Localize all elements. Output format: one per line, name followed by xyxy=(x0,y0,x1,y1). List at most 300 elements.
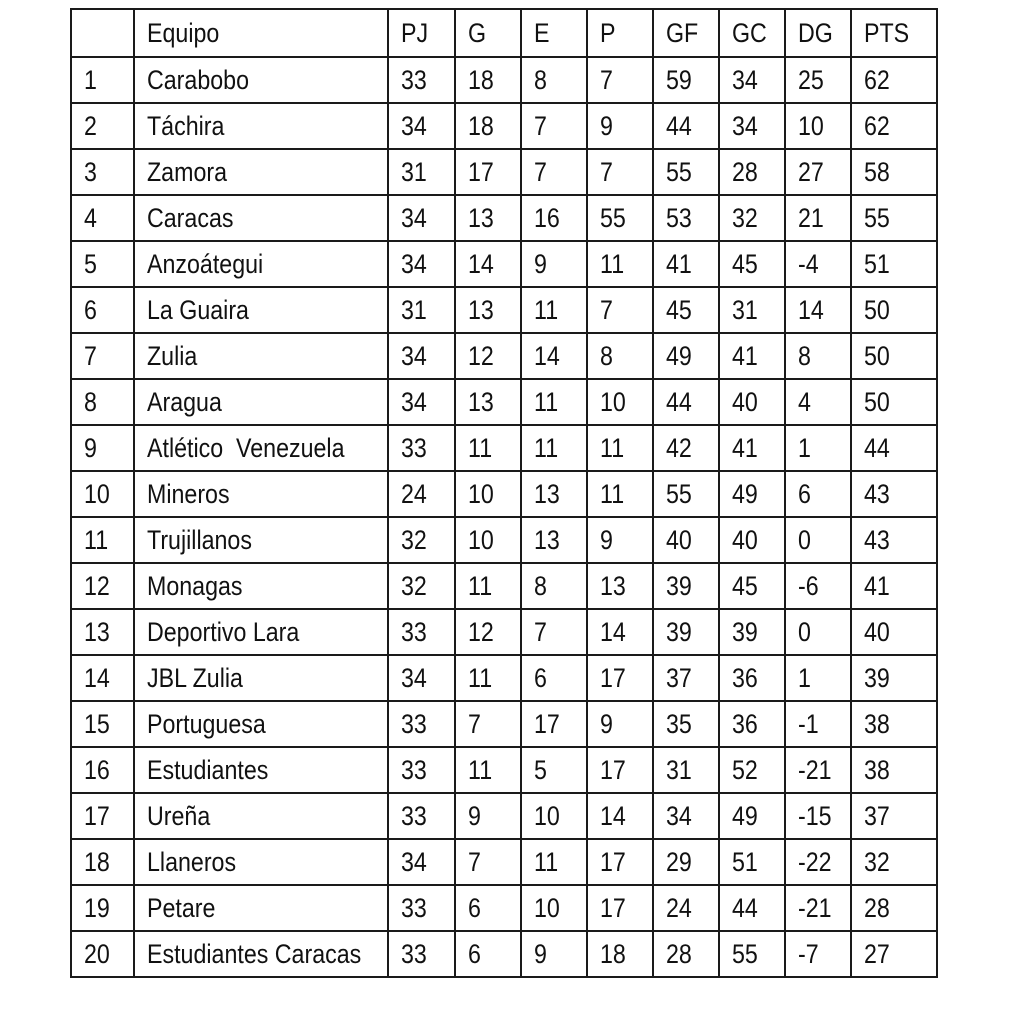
cell-value: 33 xyxy=(401,938,428,969)
cell-value: 11 xyxy=(84,524,109,555)
cell-team xyxy=(134,471,388,517)
cell-points xyxy=(851,885,937,931)
cell-points xyxy=(851,747,937,793)
cell-value: 11 xyxy=(533,432,558,463)
cell-team xyxy=(134,885,388,931)
cell-value: -1 xyxy=(798,708,819,739)
cell-value: 13 xyxy=(467,294,494,325)
cell-won xyxy=(455,103,521,149)
cell-value: 34 xyxy=(401,662,428,693)
cell-points xyxy=(851,149,937,195)
cell-goal-difference xyxy=(785,103,851,149)
cell-value: 1 xyxy=(84,64,97,95)
cell-value: 59 xyxy=(666,64,692,95)
cell-goals-for xyxy=(653,57,719,103)
cell-value: La Guaira xyxy=(147,294,250,325)
cell-lost xyxy=(587,747,653,793)
cell-value: 13 xyxy=(84,616,110,647)
column-header-drawn xyxy=(521,9,587,57)
table-row xyxy=(71,839,937,885)
cell-drawn xyxy=(521,747,587,793)
cell-value: 9 xyxy=(599,524,613,555)
cell-value: -22 xyxy=(798,846,832,877)
cell-value: 3 xyxy=(84,156,97,187)
cell-goal-difference xyxy=(785,57,851,103)
column-header-label: E xyxy=(533,17,550,48)
column-header-label: Equipo xyxy=(147,17,220,48)
cell-value: 13 xyxy=(599,570,626,601)
cell-goals-against xyxy=(719,885,785,931)
cell-value: 11 xyxy=(467,570,492,601)
cell-won xyxy=(455,885,521,931)
cell-value: 40 xyxy=(732,386,759,417)
cell-value: 49 xyxy=(732,478,759,509)
cell-drawn xyxy=(521,517,587,563)
cell-points xyxy=(851,241,937,287)
cell-points xyxy=(851,655,937,701)
cell-lost xyxy=(587,333,653,379)
cell-value: 24 xyxy=(401,478,428,509)
cell-lost xyxy=(587,609,653,655)
table-row xyxy=(71,241,937,287)
cell-value: 34 xyxy=(401,846,428,877)
cell-value: JBL Zulia xyxy=(147,662,244,693)
cell-value: 32 xyxy=(864,846,891,877)
cell-value: 34 xyxy=(401,110,428,141)
cell-position xyxy=(71,241,134,287)
cell-value: 34 xyxy=(401,340,428,371)
cell-goals-against xyxy=(719,379,785,425)
cell-goal-difference xyxy=(785,333,851,379)
cell-value: 10 xyxy=(599,386,626,417)
cell-value: Portuguesa xyxy=(147,708,266,739)
cell-goals-against xyxy=(719,471,785,517)
cell-value: 1 xyxy=(798,432,812,463)
cell-value: 41 xyxy=(732,432,759,463)
cell-value: 55 xyxy=(732,938,759,969)
cell-goal-difference xyxy=(785,793,851,839)
cell-goals-against xyxy=(719,793,785,839)
table-row xyxy=(71,57,937,103)
cell-value: 12 xyxy=(84,570,110,601)
cell-points xyxy=(851,195,937,241)
cell-value: 8 xyxy=(533,570,547,601)
cell-value: 44 xyxy=(864,432,891,463)
cell-value: Mineros xyxy=(147,478,230,509)
cell-team xyxy=(134,241,388,287)
column-header-goals-against xyxy=(719,9,785,57)
cell-value: 32 xyxy=(401,570,428,601)
cell-goal-difference xyxy=(785,839,851,885)
cell-value: 10 xyxy=(467,524,494,555)
cell-value: -21 xyxy=(798,754,832,785)
cell-goal-difference xyxy=(785,241,851,287)
cell-value: 9 xyxy=(533,938,547,969)
cell-played xyxy=(388,57,454,103)
cell-value: 7 xyxy=(533,156,547,187)
cell-value: Carabobo xyxy=(147,64,250,95)
cell-goal-difference xyxy=(785,885,851,931)
cell-value: 13 xyxy=(467,386,494,417)
cell-value: Caracas xyxy=(147,202,234,233)
table-row xyxy=(71,287,937,333)
cell-won xyxy=(455,287,521,333)
cell-value: Atlético Venezuela xyxy=(147,432,345,463)
cell-position xyxy=(71,333,134,379)
cell-value: 31 xyxy=(401,156,428,187)
cell-points xyxy=(851,609,937,655)
cell-played xyxy=(388,655,454,701)
cell-value: 8 xyxy=(84,386,97,417)
cell-value: 17 xyxy=(467,156,494,187)
cell-value: 18 xyxy=(467,110,494,141)
cell-team xyxy=(134,195,388,241)
cell-goal-difference xyxy=(785,931,851,977)
cell-value: 52 xyxy=(732,754,759,785)
column-header-label: DG xyxy=(798,17,834,48)
cell-position xyxy=(71,149,134,195)
cell-played xyxy=(388,241,454,287)
cell-goal-difference xyxy=(785,149,851,195)
cell-value: 14 xyxy=(467,248,494,279)
cell-value: 58 xyxy=(864,156,891,187)
header-row xyxy=(71,9,937,57)
cell-goal-difference xyxy=(785,747,851,793)
cell-value: 20 xyxy=(84,938,110,969)
cell-position xyxy=(71,609,134,655)
cell-points xyxy=(851,517,937,563)
cell-team xyxy=(134,149,388,195)
cell-goal-difference xyxy=(785,425,851,471)
cell-value: 14 xyxy=(599,800,626,831)
cell-value: 17 xyxy=(84,800,110,831)
cell-value: 8 xyxy=(533,64,547,95)
cell-team xyxy=(134,57,388,103)
cell-value: 34 xyxy=(401,386,428,417)
cell-goals-against xyxy=(719,517,785,563)
cell-value: 28 xyxy=(732,156,759,187)
cell-goals-for xyxy=(653,241,719,287)
cell-played xyxy=(388,195,454,241)
cell-drawn xyxy=(521,793,587,839)
cell-played xyxy=(388,471,454,517)
cell-value: 51 xyxy=(732,846,759,877)
cell-won xyxy=(455,701,521,747)
cell-goals-for xyxy=(653,471,719,517)
cell-goal-difference xyxy=(785,195,851,241)
cell-won xyxy=(455,517,521,563)
cell-played xyxy=(388,793,454,839)
cell-value: 14 xyxy=(533,340,560,371)
cell-lost xyxy=(587,379,653,425)
cell-played xyxy=(388,609,454,655)
cell-goals-against xyxy=(719,839,785,885)
table-row xyxy=(71,195,937,241)
cell-value: -6 xyxy=(798,570,819,601)
cell-value: Estudiantes Caracas xyxy=(147,938,362,969)
cell-value: 14 xyxy=(599,616,626,647)
cell-value: 13 xyxy=(533,478,560,509)
cell-value: -7 xyxy=(798,938,819,969)
cell-value: 32 xyxy=(732,202,759,233)
cell-team xyxy=(134,425,388,471)
cell-value: 37 xyxy=(864,800,891,831)
cell-goal-difference xyxy=(785,517,851,563)
cell-team xyxy=(134,379,388,425)
cell-value: 17 xyxy=(599,892,626,923)
cell-value: 62 xyxy=(864,110,891,141)
cell-goals-for xyxy=(653,885,719,931)
cell-value: 38 xyxy=(864,754,891,785)
column-header-label: GF xyxy=(666,17,699,48)
cell-value: -4 xyxy=(798,248,819,279)
cell-value: 50 xyxy=(864,386,891,417)
cell-value: 28 xyxy=(666,938,692,969)
cell-team xyxy=(134,287,388,333)
cell-played xyxy=(388,563,454,609)
column-header-label: PTS xyxy=(864,17,910,48)
cell-value: 49 xyxy=(666,340,692,371)
cell-value: 55 xyxy=(599,202,626,233)
cell-value: 39 xyxy=(666,616,692,647)
cell-value: 0 xyxy=(798,524,812,555)
table-row xyxy=(71,333,937,379)
cell-won xyxy=(455,793,521,839)
cell-team xyxy=(134,609,388,655)
cell-goals-for xyxy=(653,701,719,747)
cell-position xyxy=(71,57,134,103)
cell-lost xyxy=(587,425,653,471)
cell-value: 14 xyxy=(84,662,110,693)
table-row xyxy=(71,747,937,793)
cell-goals-for xyxy=(653,149,719,195)
cell-value: 17 xyxy=(599,846,626,877)
table-row xyxy=(71,655,937,701)
cell-value: 19 xyxy=(84,892,110,923)
cell-value: 4 xyxy=(798,386,812,417)
cell-goals-against xyxy=(719,747,785,793)
cell-value: 10 xyxy=(467,478,494,509)
cell-goals-for xyxy=(653,839,719,885)
cell-value: 11 xyxy=(533,846,558,877)
cell-goal-difference xyxy=(785,379,851,425)
cell-value: 34 xyxy=(401,202,428,233)
cell-drawn xyxy=(521,103,587,149)
cell-value: 28 xyxy=(864,892,891,923)
cell-played xyxy=(388,885,454,931)
column-header-team xyxy=(134,9,388,57)
cell-goal-difference xyxy=(785,609,851,655)
cell-value: 10 xyxy=(533,800,560,831)
cell-position xyxy=(71,471,134,517)
cell-value: Deportivo Lara xyxy=(147,616,300,647)
cell-goal-difference xyxy=(785,563,851,609)
cell-value: 11 xyxy=(599,248,625,279)
cell-value: 9 xyxy=(84,432,97,463)
cell-value: 53 xyxy=(666,202,692,233)
cell-drawn xyxy=(521,149,587,195)
cell-value: 6 xyxy=(467,892,481,923)
cell-value: 16 xyxy=(84,754,110,785)
cell-value: 11 xyxy=(599,432,625,463)
cell-goals-against xyxy=(719,609,785,655)
cell-value: 6 xyxy=(467,938,481,969)
cell-value: Zulia xyxy=(147,340,198,371)
cell-value: 6 xyxy=(798,478,812,509)
cell-position xyxy=(71,517,134,563)
cell-value: 7 xyxy=(599,64,613,95)
cell-value: 17 xyxy=(599,754,626,785)
cell-points xyxy=(851,471,937,517)
table-row xyxy=(71,793,937,839)
table-row xyxy=(71,425,937,471)
cell-lost xyxy=(587,931,653,977)
cell-position xyxy=(71,931,134,977)
cell-lost xyxy=(587,655,653,701)
cell-goals-against xyxy=(719,57,785,103)
cell-position xyxy=(71,701,134,747)
cell-value: 18 xyxy=(84,846,110,877)
cell-value: 0 xyxy=(798,616,812,647)
cell-points xyxy=(851,57,937,103)
cell-goals-against xyxy=(719,149,785,195)
cell-played xyxy=(388,839,454,885)
cell-value: 27 xyxy=(798,156,825,187)
cell-drawn xyxy=(521,655,587,701)
cell-lost xyxy=(587,839,653,885)
cell-value: 50 xyxy=(864,294,891,325)
cell-value: 13 xyxy=(467,202,494,233)
cell-value: 14 xyxy=(798,294,825,325)
cell-drawn xyxy=(521,839,587,885)
cell-position xyxy=(71,103,134,149)
cell-won xyxy=(455,471,521,517)
cell-value: 2 xyxy=(84,110,97,141)
cell-won xyxy=(455,931,521,977)
cell-played xyxy=(388,517,454,563)
cell-played xyxy=(388,425,454,471)
cell-lost xyxy=(587,57,653,103)
cell-value: 40 xyxy=(666,524,692,555)
table-row xyxy=(71,609,937,655)
cell-value: 34 xyxy=(401,248,428,279)
cell-value: 11 xyxy=(467,432,492,463)
table-row xyxy=(71,149,937,195)
cell-goals-for xyxy=(653,287,719,333)
cell-value: 24 xyxy=(666,892,692,923)
cell-goals-against xyxy=(719,195,785,241)
cell-goals-for xyxy=(653,517,719,563)
cell-goals-against xyxy=(719,563,785,609)
cell-goals-for xyxy=(653,425,719,471)
cell-lost xyxy=(587,471,653,517)
cell-team xyxy=(134,793,388,839)
column-header-goals-for xyxy=(653,9,719,57)
cell-value: 5 xyxy=(533,754,547,785)
cell-value: 5 xyxy=(84,248,97,279)
cell-won xyxy=(455,379,521,425)
table-row xyxy=(71,103,937,149)
cell-drawn xyxy=(521,333,587,379)
cell-value: Estudiantes xyxy=(147,754,269,785)
cell-value: 45 xyxy=(732,570,759,601)
cell-value: 33 xyxy=(401,800,428,831)
cell-goals-for xyxy=(653,379,719,425)
cell-value: 51 xyxy=(864,248,891,279)
cell-value: 1 xyxy=(798,662,812,693)
cell-value: 10 xyxy=(533,892,560,923)
cell-lost xyxy=(587,517,653,563)
cell-position xyxy=(71,839,134,885)
cell-value: 33 xyxy=(401,64,428,95)
cell-played xyxy=(388,103,454,149)
cell-value: 13 xyxy=(533,524,560,555)
table-row xyxy=(71,563,937,609)
cell-value: 44 xyxy=(666,110,692,141)
cell-points xyxy=(851,563,937,609)
cell-goal-difference xyxy=(785,655,851,701)
cell-value: 44 xyxy=(666,386,692,417)
cell-lost xyxy=(587,563,653,609)
cell-value: 11 xyxy=(533,386,558,417)
cell-value: 41 xyxy=(732,340,759,371)
cell-value: 55 xyxy=(666,478,692,509)
cell-won xyxy=(455,195,521,241)
cell-value: Anzoátegui xyxy=(147,248,264,279)
cell-points xyxy=(851,287,937,333)
cell-value: -15 xyxy=(798,800,832,831)
cell-drawn xyxy=(521,701,587,747)
cell-goal-difference xyxy=(785,471,851,517)
cell-value: 33 xyxy=(401,708,428,739)
cell-goals-against xyxy=(719,241,785,287)
cell-value: 7 xyxy=(533,616,547,647)
cell-value: 10 xyxy=(798,110,825,141)
cell-drawn xyxy=(521,195,587,241)
cell-goals-for xyxy=(653,931,719,977)
table-row xyxy=(71,885,937,931)
cell-value: 10 xyxy=(84,478,110,509)
cell-played xyxy=(388,379,454,425)
cell-value: 45 xyxy=(666,294,692,325)
cell-value: 8 xyxy=(798,340,812,371)
cell-value: Llaneros xyxy=(147,846,237,877)
cell-value: Zamora xyxy=(147,156,228,187)
cell-lost xyxy=(587,103,653,149)
cell-won xyxy=(455,333,521,379)
cell-team xyxy=(134,747,388,793)
cell-won xyxy=(455,425,521,471)
cell-drawn xyxy=(521,471,587,517)
cell-value: 6 xyxy=(533,662,547,693)
cell-value: 7 xyxy=(599,294,613,325)
cell-value: 34 xyxy=(666,800,692,831)
cell-drawn xyxy=(521,609,587,655)
cell-goals-for xyxy=(653,747,719,793)
cell-lost xyxy=(587,701,653,747)
column-header-won xyxy=(455,9,521,57)
cell-goals-against xyxy=(719,103,785,149)
cell-drawn xyxy=(521,885,587,931)
cell-value: -21 xyxy=(798,892,832,923)
cell-goals-for xyxy=(653,655,719,701)
cell-value: Petare xyxy=(147,892,216,923)
cell-goals-for xyxy=(653,793,719,839)
column-header-label: PJ xyxy=(401,17,429,48)
cell-value: 43 xyxy=(864,524,891,555)
column-header-played xyxy=(388,9,454,57)
cell-team xyxy=(134,701,388,747)
